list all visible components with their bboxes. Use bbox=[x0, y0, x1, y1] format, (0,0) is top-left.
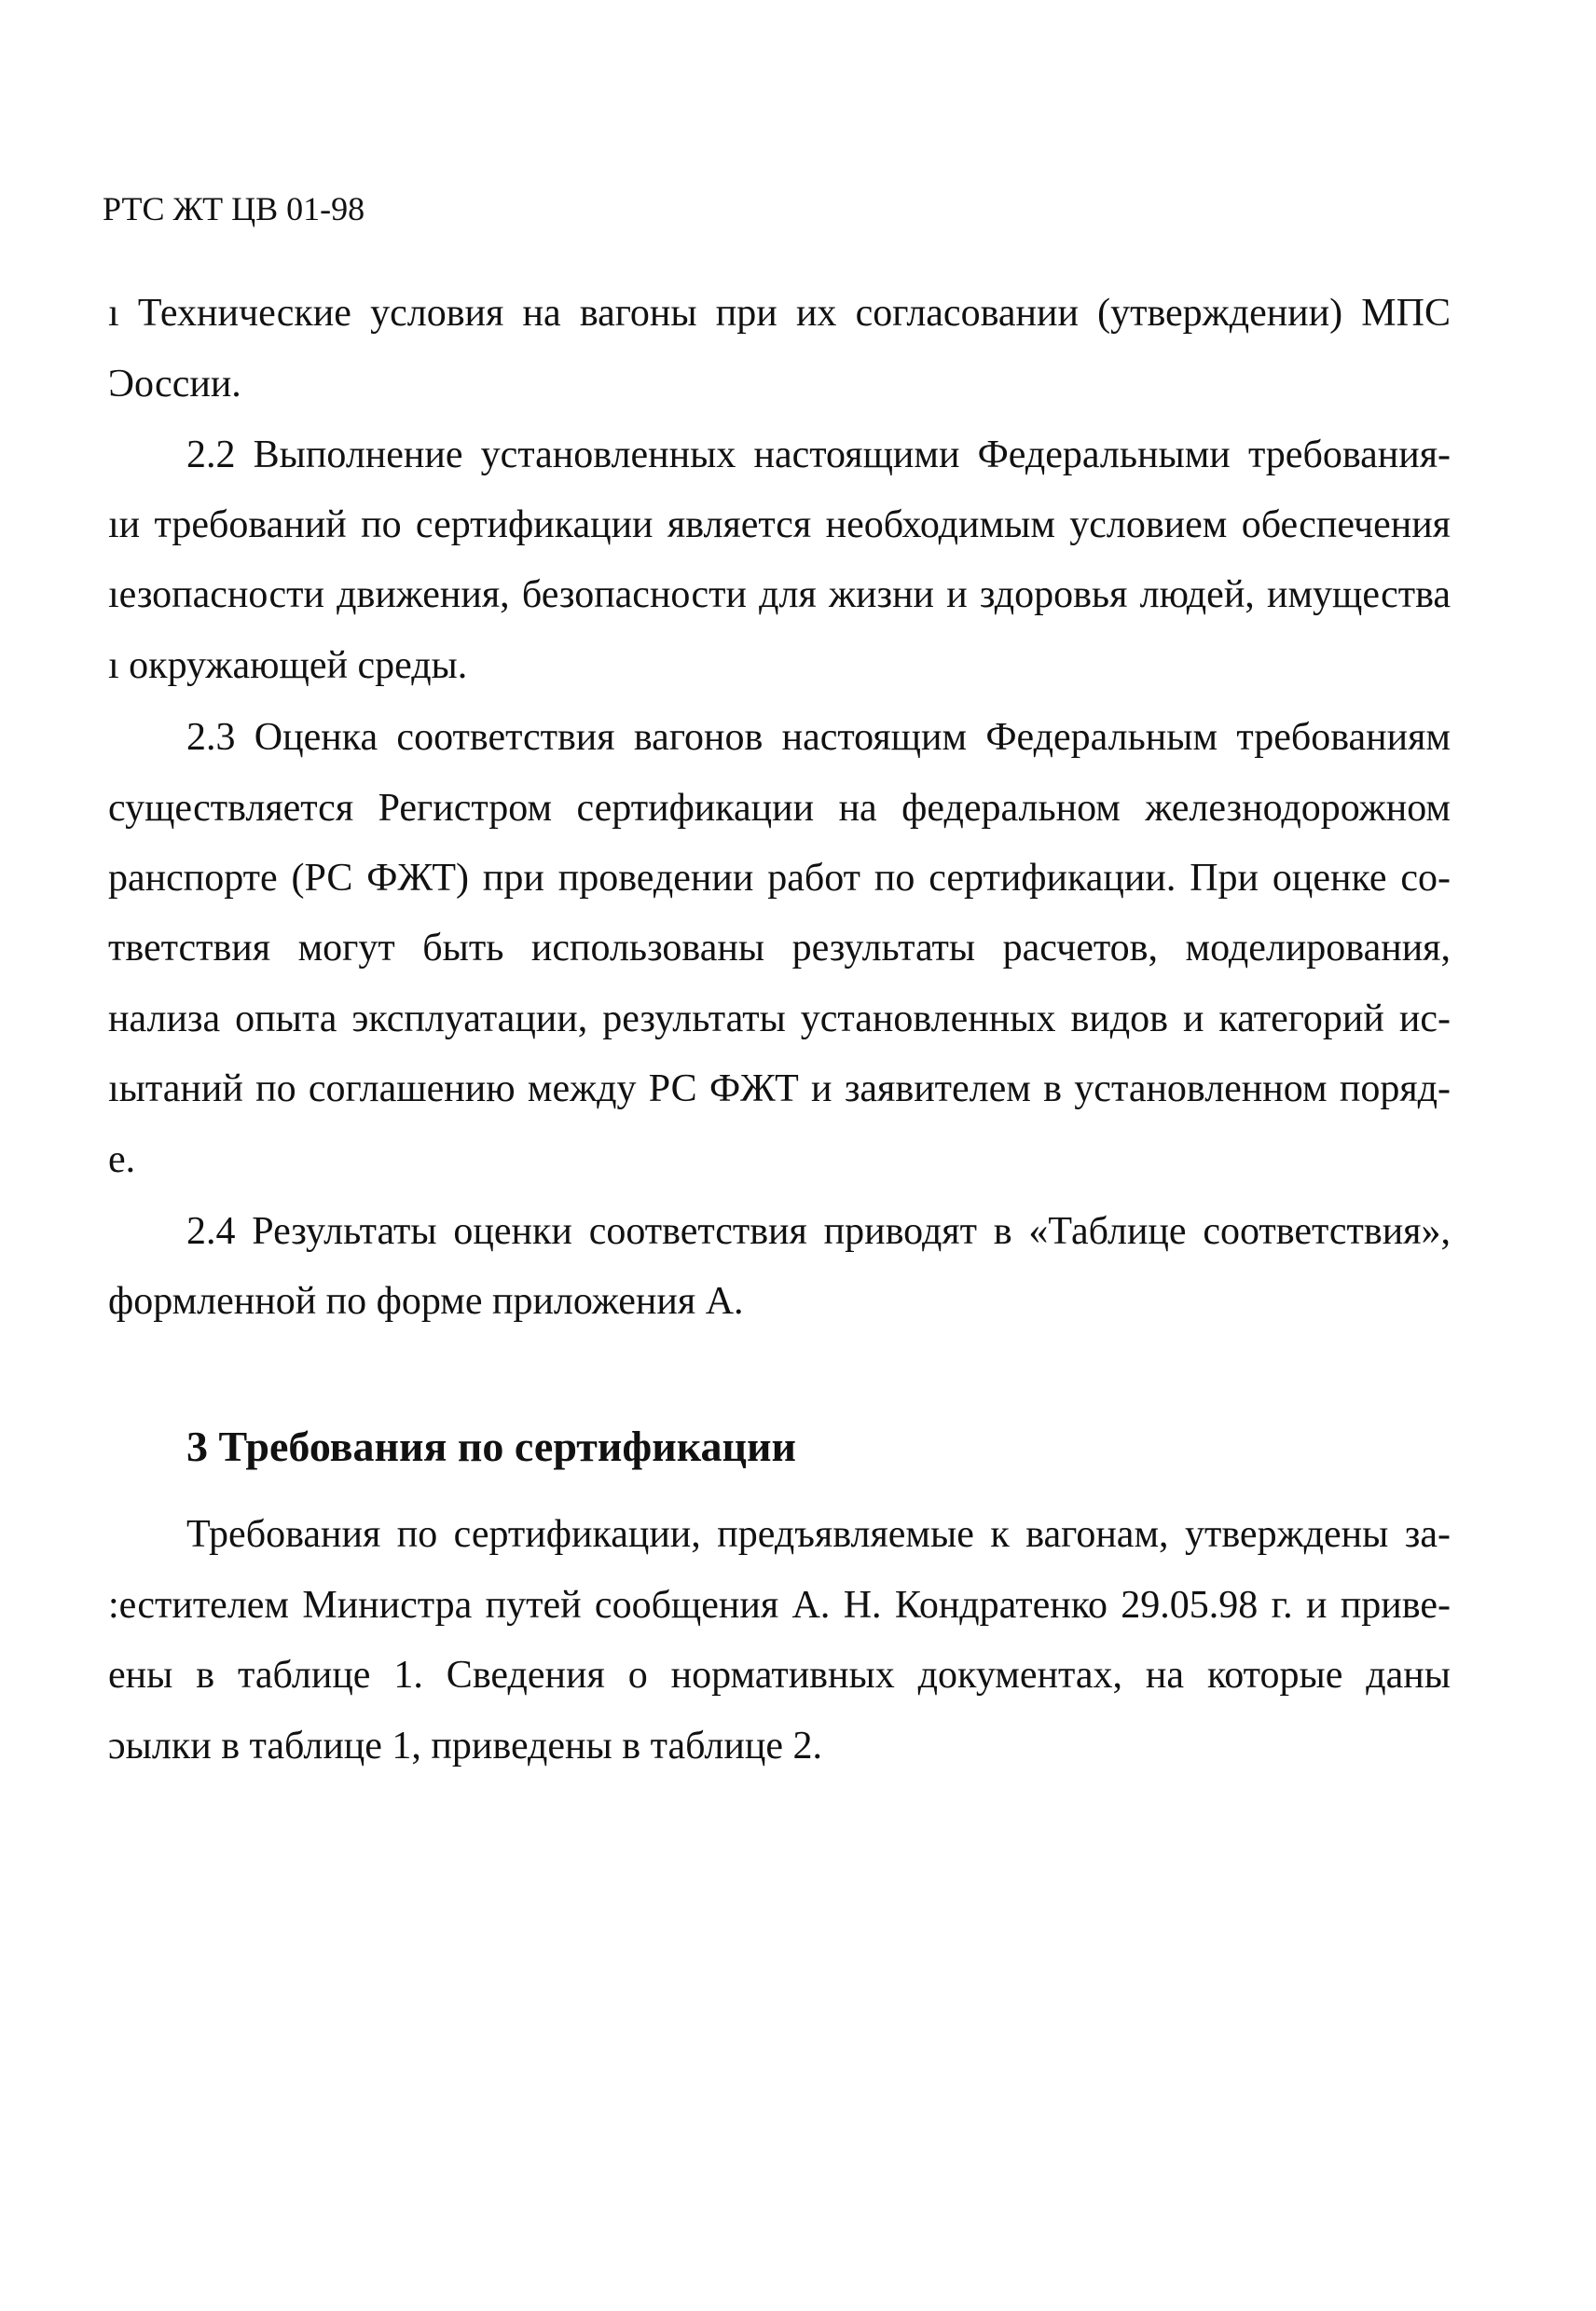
paragraph-2-2-line: ı окружающей среды. bbox=[108, 644, 468, 687]
paragraph-2-3-line: ранспорте (РС ФЖТ) при проведении работ по сертификации. При оценке со- bbox=[108, 857, 1451, 900]
document-code: РТС ЖТ ЦВ 01-98 bbox=[103, 190, 365, 227]
paragraph-2-3-line: ıытаний по соглашению между РС ФЖТ и заявителем в установленном поряд- bbox=[108, 1067, 1451, 1110]
text-line: Ɔоссии. bbox=[108, 363, 241, 406]
section-heading: 3 Требования по сертификации bbox=[186, 1423, 797, 1470]
paragraph-2-3-line: 2.3 Оценка соответствия вагонов настоящим Федеральным требованиям bbox=[186, 716, 1451, 759]
paragraph-2-4-line: формленной по форме приложения А. bbox=[108, 1280, 744, 1323]
section-3-line: ɔылки в таблице 1, приведены в таблице 2. bbox=[108, 1725, 822, 1768]
paragraph-2-2-line: ıезопасности движения, безопасности для жизни и здоровья людей, имущества bbox=[108, 573, 1451, 616]
paragraph-2-3-line: существляется Регистром сертификации на федеральном железнодорожном bbox=[108, 787, 1451, 830]
section-3-line: :естителем Министра путей сообщения А. Н. Кондратенко 29.05.98 г. и приве- bbox=[108, 1584, 1451, 1627]
paragraph-2-3-line: нализа опыта эксплуатации, результаты установленных видов и категорий ис- bbox=[108, 997, 1451, 1040]
paragraph-2-2-line: ıи требований по сертификации является необходимым условием обеспечения bbox=[108, 503, 1451, 546]
paragraph-2-3-line: тветствия могут быть использованы результаты расчетов, моделирования, bbox=[108, 927, 1451, 970]
section-3-line: ены в таблице 1. Сведения о нормативных документах, на которые даны bbox=[108, 1654, 1451, 1697]
paragraph-2-4-line: 2.4 Результаты оценки соответствия приводят в «Таблице соответствия», bbox=[186, 1210, 1451, 1253]
paragraph-2-3-line: е. bbox=[108, 1138, 136, 1181]
paragraph-2-2-line: 2.2 Выполнение установленных настоящими Федеральными требования- bbox=[186, 433, 1451, 476]
section-3-line: Требования по сертификации, предъявляемые к вагонам, утверждены за- bbox=[186, 1513, 1451, 1556]
text-line: ı Технические условия на вагоны при их согласовании (утверждении) МПС bbox=[108, 292, 1451, 335]
